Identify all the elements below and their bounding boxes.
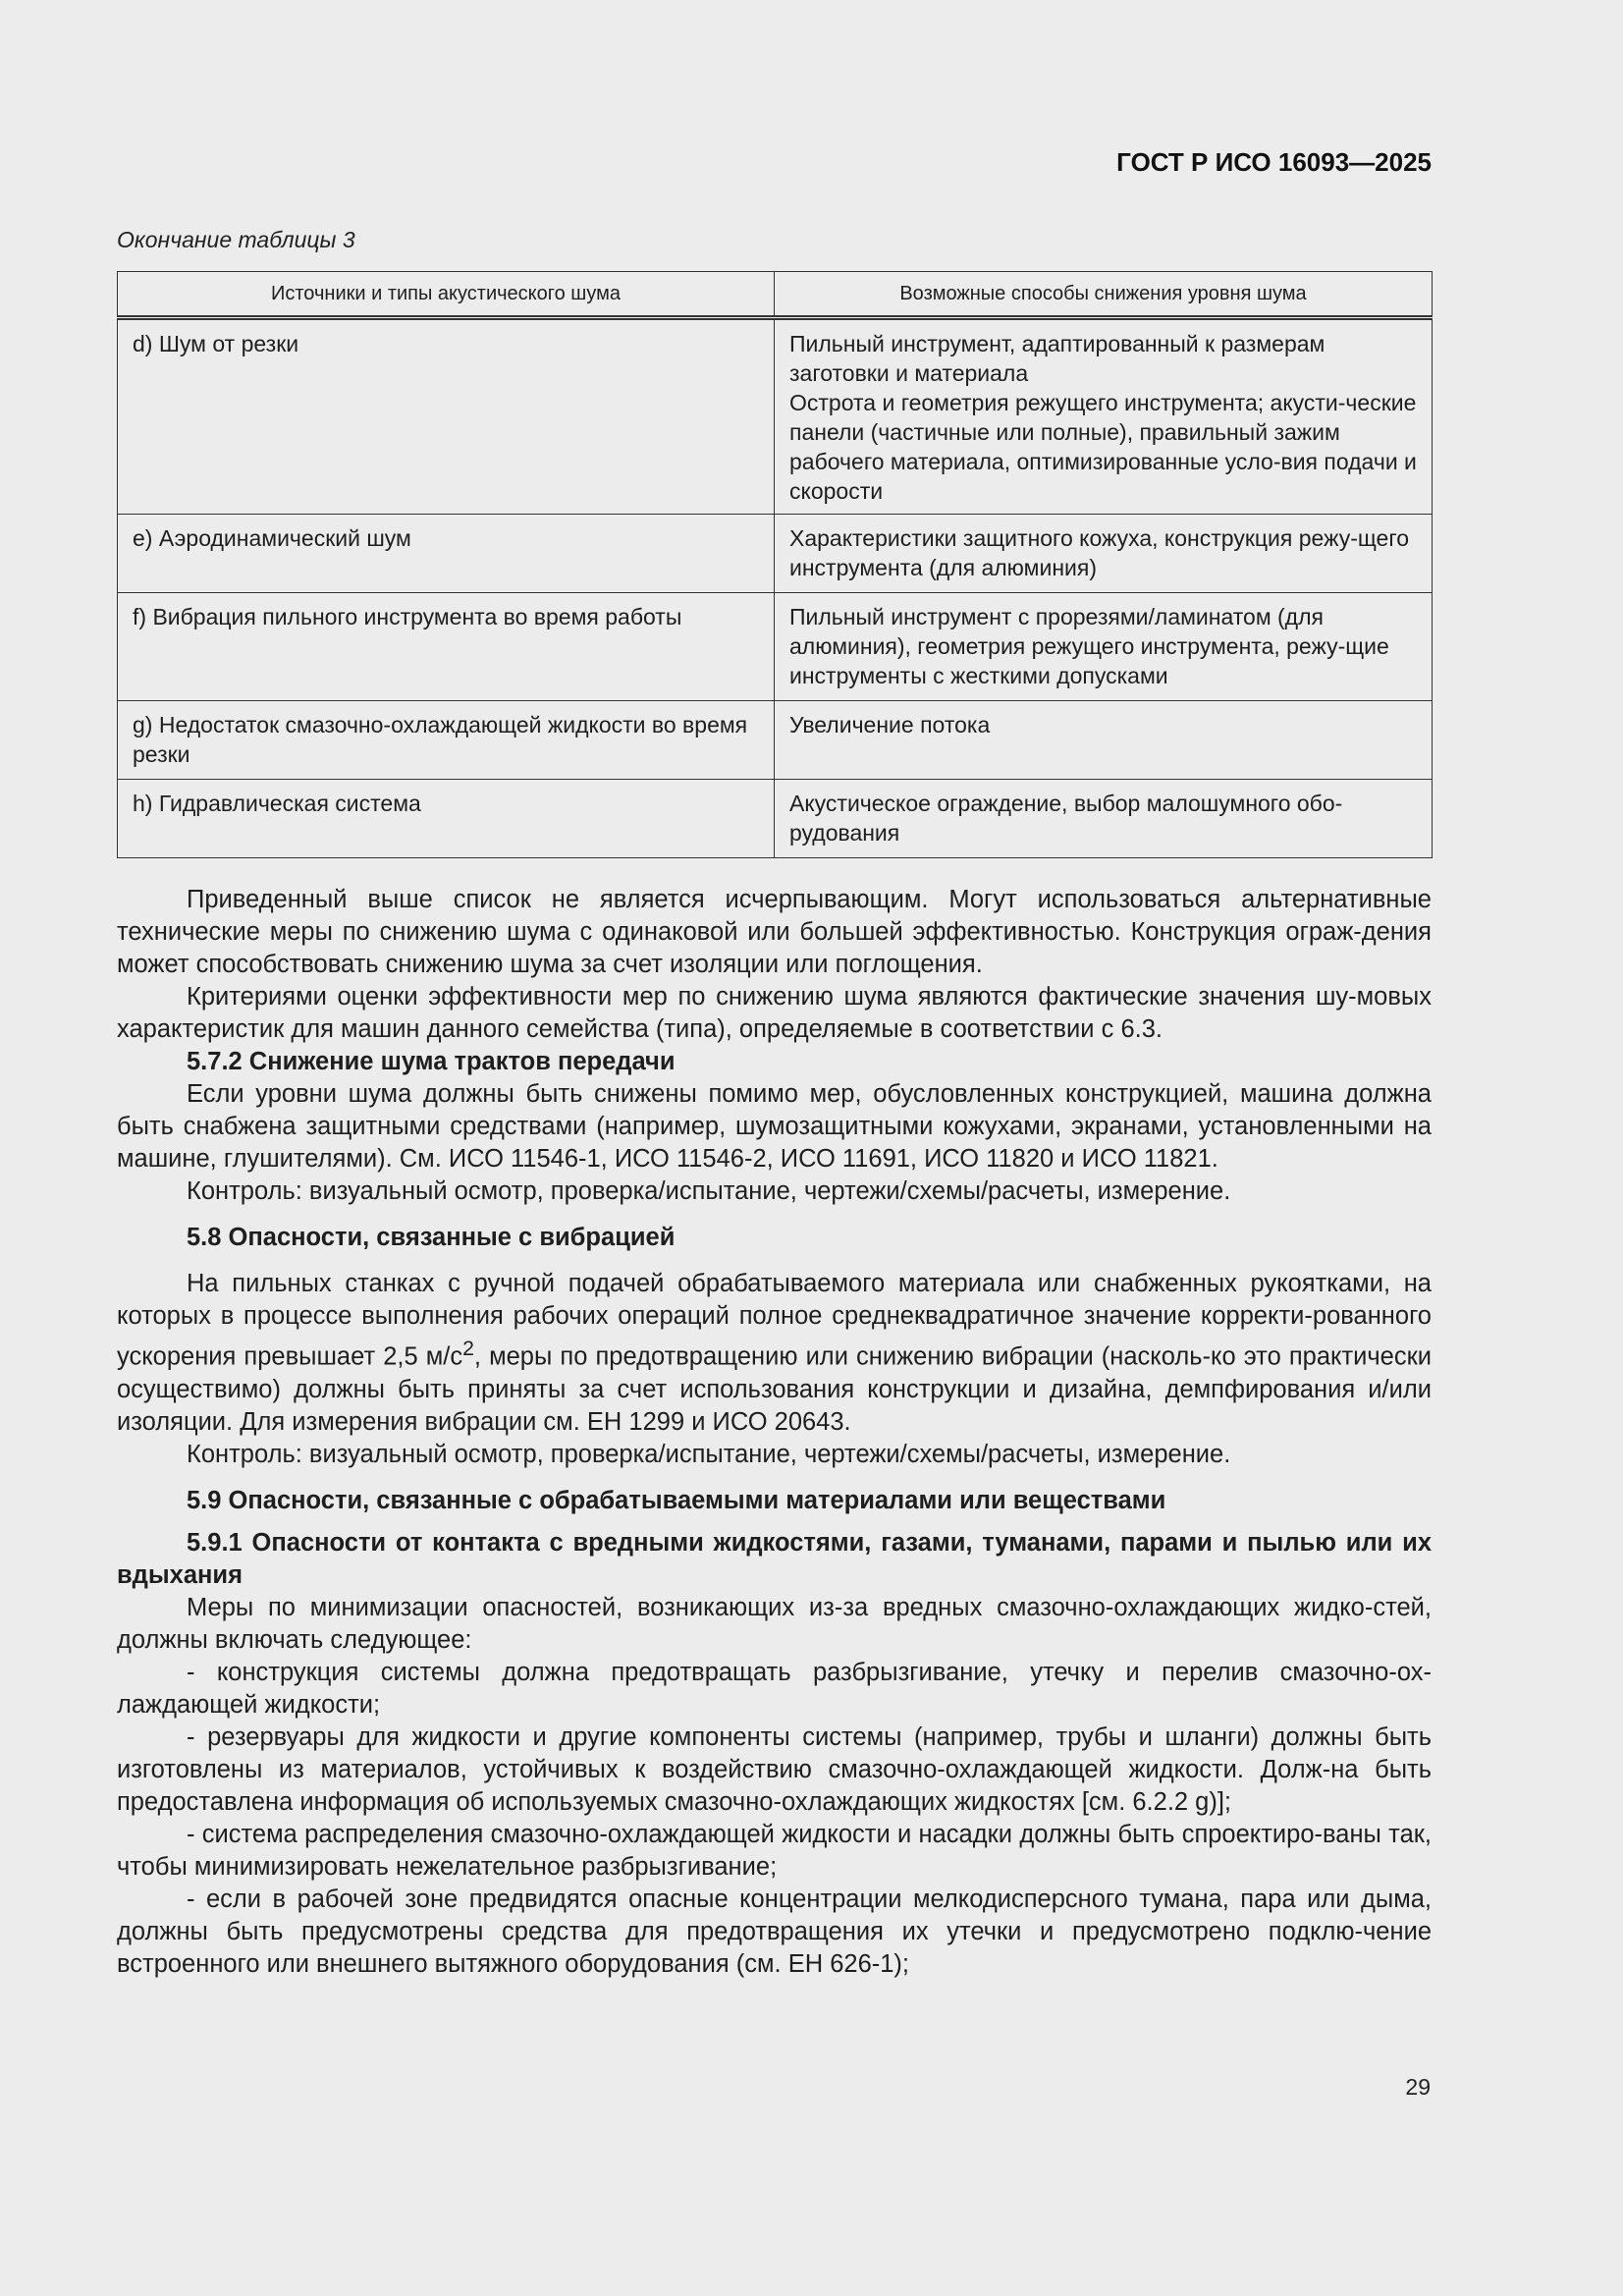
table-row — [118, 515, 1433, 593]
section-heading-5-7-2: 5.7.2 Снижение шума трактов передачи — [187, 1048, 676, 1075]
table-row — [118, 593, 1433, 701]
list-item: - система распределения смазочно-охлаждающей жидкости и насадки должны быть спроектиро-ваны так, чтобы минимизировать нежелательное разбрызгивание; — [117, 1820, 1432, 1881]
paragraph — [117, 1268, 1432, 1439]
paragraph: Приведенный выше список не является исчерпывающим. Могут использоваться альтернативные технические меры по снижению шума с одинаковой или большей эффективностью. Конструкция ограж-дения может способствовать снижению шума за счет изоляции или поглощения. — [117, 886, 1432, 978]
paragraph: Меры по минимизации опасностей, возникающих из-за вредных смазочно-охлаждающих жидко-стей, должны включать следующее: — [117, 1593, 1432, 1654]
paragraph: Критериями оценки эффективности мер по снижению шума являются фактические значения шу-мовых характеристик для машин данного семейства (типа), определяемые в соответствии с 6.3. — [117, 983, 1432, 1043]
page-number: 29 — [1405, 2074, 1431, 2100]
section-heading-5-8: 5.8 Опасности, связанные с вибрацией — [187, 1224, 676, 1251]
paragraph-text: , меры по предотвращению или снижению вибрации (насколь-ко это практически осуществимо) должны быть приняты за счет использования конструкции и дизайна, демпфирования и/или изоляции. Для измерения вибрации см. ЕН 1299 и ИСО 20643. — [117, 1342, 1432, 1436]
document-id: ГОСТ Р ИСО 16093—2025 — [1116, 147, 1432, 177]
column-header-sources: Источники и типы акустического шума — [118, 272, 775, 318]
superscript: 2 — [462, 1337, 474, 1360]
table-row — [118, 780, 1433, 858]
table-caption: Окончание таблицы 3 — [117, 227, 355, 252]
paragraph-text: На пильных станках с ручной подачей обрабатываемого материала или снабженных рукоятками, на которых в процессе выполнения рабочих операций полное среднеквадратичное значение корректи-рованного ускорения превышает 2,5 м/с — [117, 1270, 1432, 1371]
table-cell-measures: Пильный инструмент с прорезями/ламинатом (для алюминия), геометрия режущего инструмента, режу-щие инструменты с жесткими допусками — [775, 593, 1433, 701]
control-note: Контроль: визуальный осмотр, проверка/испытание, чертежи/схемы/расчеты, измерение. — [187, 1177, 1231, 1205]
control-note: Контроль: визуальный осмотр, проверка/испытание, чертежи/схемы/расчеты, измерение. — [187, 1440, 1231, 1468]
table-cell-source: h) Гидравлическая система — [118, 780, 775, 858]
section-heading-5-9-1: 5.9.1 Опасности от контакта с вредными жидкостями, газами, туманами, парами и пылью или их вдыхания — [117, 1528, 1432, 1589]
body-text — [117, 884, 1432, 1981]
table-cell-source: e) Аэродинамический шум — [118, 515, 775, 593]
list-item: - если в рабочей зоне предвидятся опасные концентрации мелкодисперсного тумана, пара или дыма, должны быть предусмотрены средства для предотвращения их утечки и предусмотрено подклю-чение встроенного или внешнего вытяжного оборудования (см. ЕН 626-1); — [117, 1885, 1432, 1978]
table-row — [118, 318, 1433, 515]
table-cell-measures: Увеличение потока — [775, 701, 1433, 780]
list-item: - резервуары для жидкости и другие компоненты системы (например, трубы и шланги) должны быть изготовлены из материалов, устойчивых к воздействию смазочно-охлаждающей жидкости. Долж-на быть предоставлена информация об используемых смазочно-охлаждающих жидкостях [см. 6.2.2 g)]; — [117, 1722, 1432, 1816]
table-cell-measures: Пильный инструмент, адаптированный к размерам заготовки и материала Острота и геометрия режущего инструмента; акусти-ческие панели (частичные или полные), правильный зажим рабочего материала, оптимизированные усло-вия подачи и скорости — [775, 318, 1433, 515]
table-cell-source: f) Вибрация пильного инструмента во время работы — [118, 593, 775, 701]
table-cell-source: d) Шум от резки — [118, 318, 775, 515]
paragraph: Если уровни шума должны быть снижены помимо мер, обусловленных конструкцией, машина должна быть снабжена защитными средствами (например, шумозащитными кожухами, экранами, установленными на машине, глушителями). См. ИСО 11546-1, ИСО 11546-2, ИСО 11691, ИСО 11820 и ИСО 11821. — [117, 1080, 1432, 1173]
table-cell-source: g) Недостаток смазочно-охлаждающей жидкости во время резки — [118, 701, 775, 780]
table-row — [118, 701, 1433, 780]
table-cell-measures: Акустическое ограждение, выбор малошумного обо-рудования — [775, 780, 1433, 858]
section-heading-5-9: 5.9 Опасности, связанные с обрабатываемыми материалами или веществами — [187, 1486, 1166, 1514]
list-item: - конструкция системы должна предотвращать разбрызгивание, утечку и перелив смазочно-ох-лаждающей жидкости; — [117, 1658, 1432, 1719]
table-header-row — [118, 272, 1433, 318]
column-header-measures: Возможные способы снижения уровня шума — [775, 272, 1433, 318]
table-cell-measures: Характеристики защитного кожуха, конструкция режу-щего инструмента (для алюминия) — [775, 515, 1433, 593]
noise-reduction-table — [117, 271, 1433, 858]
